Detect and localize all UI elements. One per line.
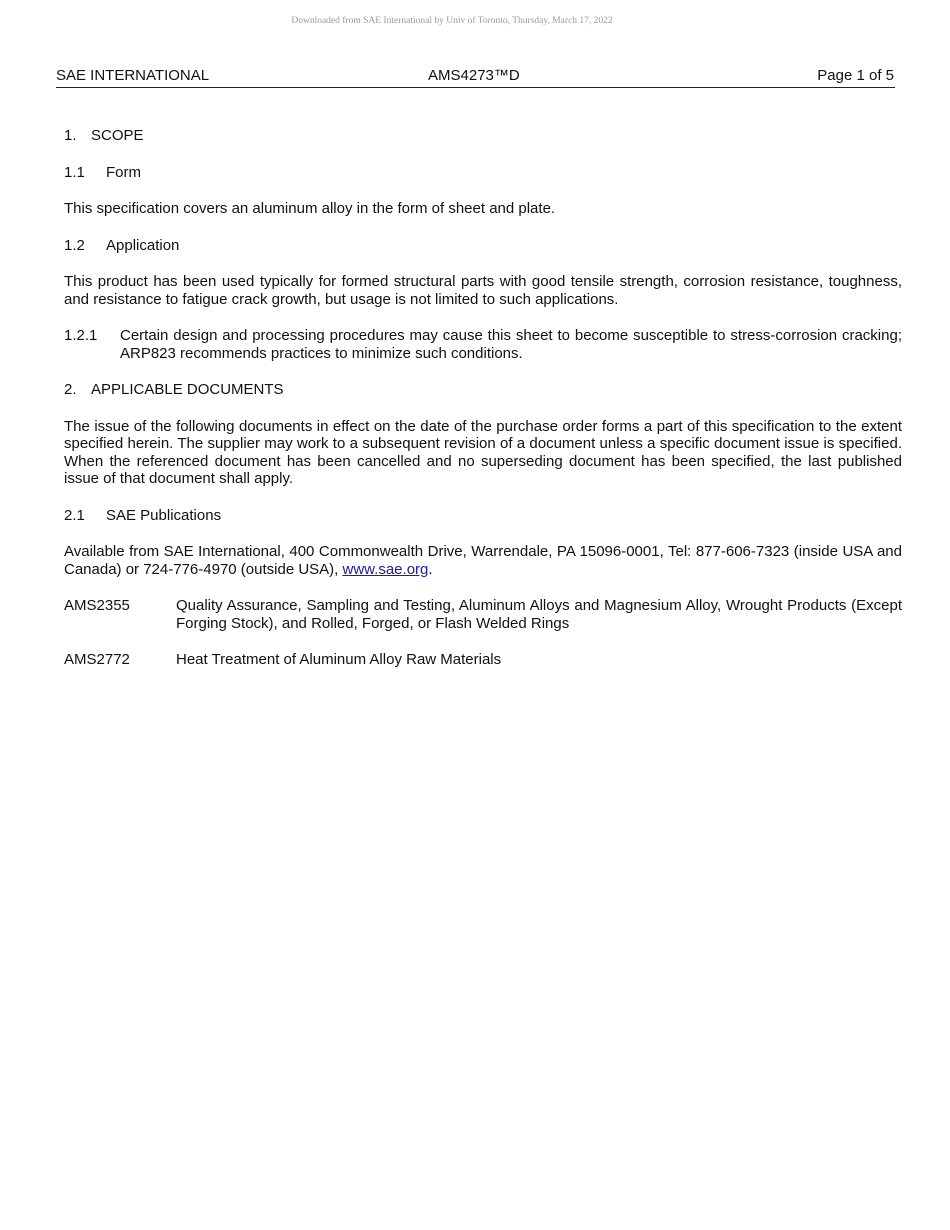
section-number: 2.1: [64, 506, 85, 524]
section-number: 2.: [64, 381, 77, 398]
reference-title: Heat Treatment of Aluminum Alloy Raw Materials: [176, 651, 502, 668]
section-2-heading: [64, 381, 902, 399]
reference-item: [64, 651, 902, 669]
header-organization: SAE INTERNATIONAL: [56, 67, 210, 84]
sae-publications-paragraph: [64, 543, 902, 578]
section-title: SCOPE: [91, 127, 144, 144]
header-page-number: Page 1 of 5: [817, 67, 894, 84]
section-number: 1.1: [64, 163, 85, 181]
section-1-2-1-text: Certain design and processing procedures may cause this sheet to become susceptible to stress-corrosion cracking; ARP823 recommends practices to minimize such conditions.: [120, 327, 902, 362]
form-paragraph: This specification covers an aluminum alloy in the form of sheet and plate.: [64, 200, 556, 217]
trailing-period: .: [428, 560, 433, 578]
section-2-1-heading: [64, 507, 902, 525]
applicable-documents-paragraph: The issue of the following documents in effect on the date of the purchase order forms a part of this specification to the extent specified herein. The supplier may work to a subsequent revision of a document unless a specific document issue is specified. When the referenced document has been cancelled and no superseding document has been specified, the last published issue of that document shall apply.: [64, 417, 902, 487]
sae-address-text: Available from SAE International, 400 Commonwealth Drive, Warrendale, PA 15096-0001, Tel: 877-606-7323 (inside USA and Canada) or 724-776-4970 (outside USA),: [64, 543, 902, 578]
header-document-number: AMS4273™D: [428, 67, 520, 84]
sae-website-link[interactable]: www.sae.org: [342, 560, 429, 578]
section-1-heading: [64, 127, 902, 145]
download-watermark: Downloaded from SAE International by Univ of Toronto, Thursday, March 17, 2022: [291, 16, 613, 26]
section-number: 1.2.1: [64, 327, 98, 344]
reference-code: AMS2772: [64, 651, 130, 668]
section-1-1-heading: [64, 164, 902, 182]
reference-item: [64, 597, 902, 632]
reference-code: AMS2355: [64, 597, 130, 614]
section-1-2-heading: [64, 237, 902, 255]
section-number: 1.2: [64, 236, 85, 254]
section-title: Application: [106, 236, 180, 254]
document-body: [64, 127, 902, 688]
section-title: SAE Publications: [106, 506, 222, 524]
section-1-2-1: [64, 327, 902, 362]
reference-title: Quality Assurance, Sampling and Testing, Aluminum Alloys and Magnesium Alloy, Wrought Products (Except Forging Stock), and Rolled, Forged, or Flash Welded Rings: [176, 597, 902, 632]
section-title: APPLICABLE DOCUMENTS: [91, 381, 284, 398]
section-title: Form: [106, 163, 141, 181]
page-header: [56, 67, 895, 88]
section-number: 1.: [64, 127, 77, 144]
application-paragraph: This product has been used typically for formed structural parts with good tensile strength, corrosion resistance, toughness, and resistance to fatigue crack growth, but usage is not limited to such applications.: [64, 273, 902, 308]
